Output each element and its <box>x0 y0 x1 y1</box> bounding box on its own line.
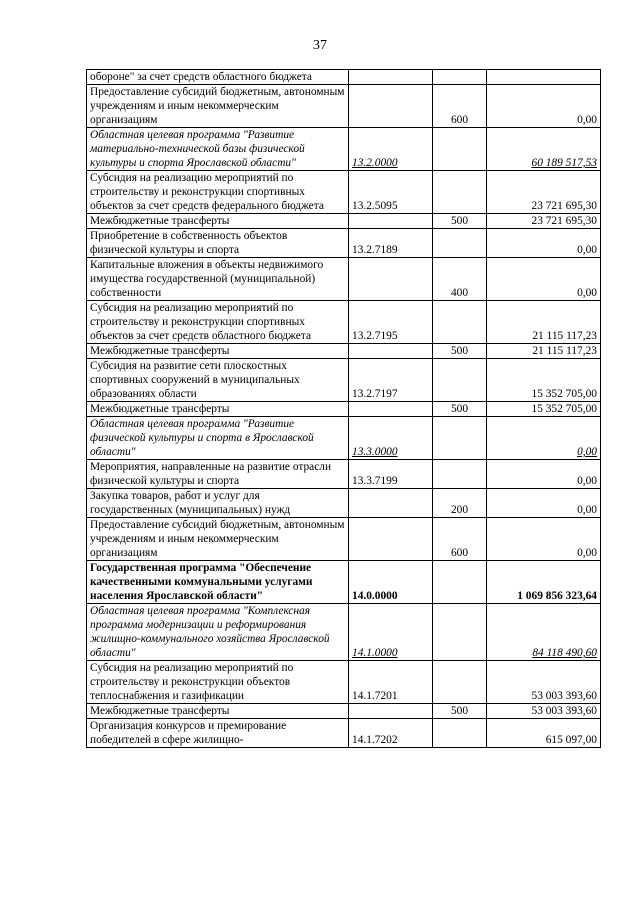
row-code-cell <box>349 518 433 561</box>
row-expense-type-cell: 500 <box>433 704 487 719</box>
row-sum-cell: 53 003 393,60 <box>487 704 601 719</box>
row-sum-cell: 15 352 705,00 <box>487 359 601 402</box>
table-row <box>87 661 601 704</box>
row-sum-cell: 615 097,00 <box>487 719 601 748</box>
row-code-cell <box>349 402 433 417</box>
table-row <box>87 70 601 85</box>
row-sum-cell: 0,00 <box>487 489 601 518</box>
row-sum-cell: 23 721 695,30 <box>487 171 601 214</box>
page-number: 37 <box>313 38 327 53</box>
row-code-cell <box>349 704 433 719</box>
table-row <box>87 258 601 301</box>
table-row <box>87 460 601 489</box>
row-expense-type-cell <box>433 604 487 661</box>
subprogram-row <box>87 417 601 460</box>
table-row <box>87 85 601 128</box>
row-code-cell: 13.2.5095 <box>349 171 433 214</box>
row-expense-type-cell <box>433 128 487 171</box>
table-row <box>87 301 601 344</box>
row-name-cell: Субсидия на развитие сети плоскостных спортивных сооружений в муниципальных образованиях области <box>87 359 349 402</box>
row-code-cell <box>349 214 433 229</box>
row-expense-type-cell <box>433 229 487 258</box>
table-row <box>87 489 601 518</box>
row-name-cell: Областная целевая программа "Комплексная программа модернизации и реформирования жилищно-коммунального хозяйства Ярославской области" <box>87 604 349 661</box>
budget-table-body <box>87 70 601 748</box>
row-name-cell: Субсидия на реализацию мероприятий по строительству и реконструкции спортивных объектов за счет средств федерального бюджета <box>87 171 349 214</box>
row-expense-type-cell <box>433 301 487 344</box>
row-sum-cell: 84 118 490,60 <box>487 604 601 661</box>
row-name-cell: Субсидия на реализацию мероприятий по строительству и реконструкции спортивных объектов за счет средств областного бюджета <box>87 301 349 344</box>
program-row <box>87 561 601 604</box>
row-code-cell <box>349 344 433 359</box>
row-sum-cell: 53 003 393,60 <box>487 661 601 704</box>
row-expense-type-cell: 600 <box>433 85 487 128</box>
table-row <box>87 518 601 561</box>
row-name-cell: Предоставление субсидий бюджетным, автономным учреждениям и иным некоммерческим организациям <box>87 518 349 561</box>
row-expense-type-cell <box>433 359 487 402</box>
row-sum-cell: 21 115 117,23 <box>487 301 601 344</box>
row-sum-cell <box>487 70 601 85</box>
table-row <box>87 171 601 214</box>
table-row <box>87 229 601 258</box>
row-sum-cell: 1 069 856 323,64 <box>487 561 601 604</box>
row-code-cell: 13.3.0000 <box>349 417 433 460</box>
row-expense-type-cell <box>433 171 487 214</box>
subprogram-row <box>87 604 601 661</box>
row-name-cell: Субсидия на реализацию мероприятий по строительству и реконструкции объектов теплоснабжения и газификации <box>87 661 349 704</box>
row-sum-cell: 0,00 <box>487 229 601 258</box>
row-name-cell: Организация конкурсов и премирование победителей в сфере жилищно- <box>87 719 349 748</box>
row-code-cell <box>349 70 433 85</box>
table-row <box>87 214 601 229</box>
row-sum-cell: 21 115 117,23 <box>487 344 601 359</box>
row-code-cell: 13.2.0000 <box>349 128 433 171</box>
table-row <box>87 359 601 402</box>
table-row <box>87 704 601 719</box>
row-sum-cell: 0,00 <box>487 258 601 301</box>
row-name-cell: Капитальные вложения в объекты недвижимого имущества государственной (муниципальной) собственности <box>87 258 349 301</box>
row-expense-type-cell: 200 <box>433 489 487 518</box>
row-name-cell: Закупка товаров, работ и услуг для государственных (муниципальных) нужд <box>87 489 349 518</box>
row-code-cell <box>349 85 433 128</box>
row-expense-type-cell <box>433 561 487 604</box>
row-expense-type-cell <box>433 417 487 460</box>
row-code-cell: 14.1.7202 <box>349 719 433 748</box>
row-code-cell <box>349 258 433 301</box>
row-sum-cell: 0,00 <box>487 460 601 489</box>
row-name-cell: Областная целевая программа "Развитие физической культуры и спорта в Ярославской области" <box>87 417 349 460</box>
subprogram-row <box>87 128 601 171</box>
table-row <box>87 344 601 359</box>
row-sum-cell: 0,00 <box>487 518 601 561</box>
row-code-cell: 14.1.7201 <box>349 661 433 704</box>
row-expense-type-cell <box>433 661 487 704</box>
row-name-cell: Предоставление субсидий бюджетным, автономным учреждениям и иным некоммерческим организациям <box>87 85 349 128</box>
row-code-cell: 13.2.7189 <box>349 229 433 258</box>
table-row <box>87 719 601 748</box>
budget-table <box>86 69 601 748</box>
row-name-cell: Межбюджетные трансферты <box>87 402 349 417</box>
row-name-cell: Межбюджетные трансферты <box>87 704 349 719</box>
row-expense-type-cell: 500 <box>433 214 487 229</box>
row-name-cell: Межбюджетные трансферты <box>87 214 349 229</box>
row-expense-type-cell <box>433 719 487 748</box>
row-expense-type-cell: 600 <box>433 518 487 561</box>
row-code-cell: 13.3.7199 <box>349 460 433 489</box>
row-name-cell: Мероприятия, направленные на развитие отрасли физической культуры и спорта <box>87 460 349 489</box>
row-sum-cell: 60 189 517,53 <box>487 128 601 171</box>
row-expense-type-cell: 400 <box>433 258 487 301</box>
row-expense-type-cell <box>433 70 487 85</box>
row-code-cell: 14.0.0000 <box>349 561 433 604</box>
row-expense-type-cell <box>433 460 487 489</box>
row-name-cell: Областная целевая программа "Развитие материально-технической базы физической культуры и спорта Ярославской области" <box>87 128 349 171</box>
row-sum-cell: 23 721 695,30 <box>487 214 601 229</box>
row-sum-cell: 0,00 <box>487 85 601 128</box>
row-sum-cell: 15 352 705,00 <box>487 402 601 417</box>
row-name-cell: Приобретение в собственность объектов физической культуры и спорта <box>87 229 349 258</box>
row-code-cell: 13.2.7197 <box>349 359 433 402</box>
row-expense-type-cell: 500 <box>433 402 487 417</box>
row-expense-type-cell: 500 <box>433 344 487 359</box>
row-code-cell <box>349 489 433 518</box>
row-code-cell: 13.2.7195 <box>349 301 433 344</box>
row-name-cell: Государственная программа "Обеспечение качественными коммунальными услугами населения Ярославской области" <box>87 561 349 604</box>
row-name-cell: обороне" за счет средств областного бюджета <box>87 70 349 85</box>
row-name-cell: Межбюджетные трансферты <box>87 344 349 359</box>
row-sum-cell: 0,00 <box>487 417 601 460</box>
row-code-cell: 14.1.0000 <box>349 604 433 661</box>
table-row <box>87 402 601 417</box>
